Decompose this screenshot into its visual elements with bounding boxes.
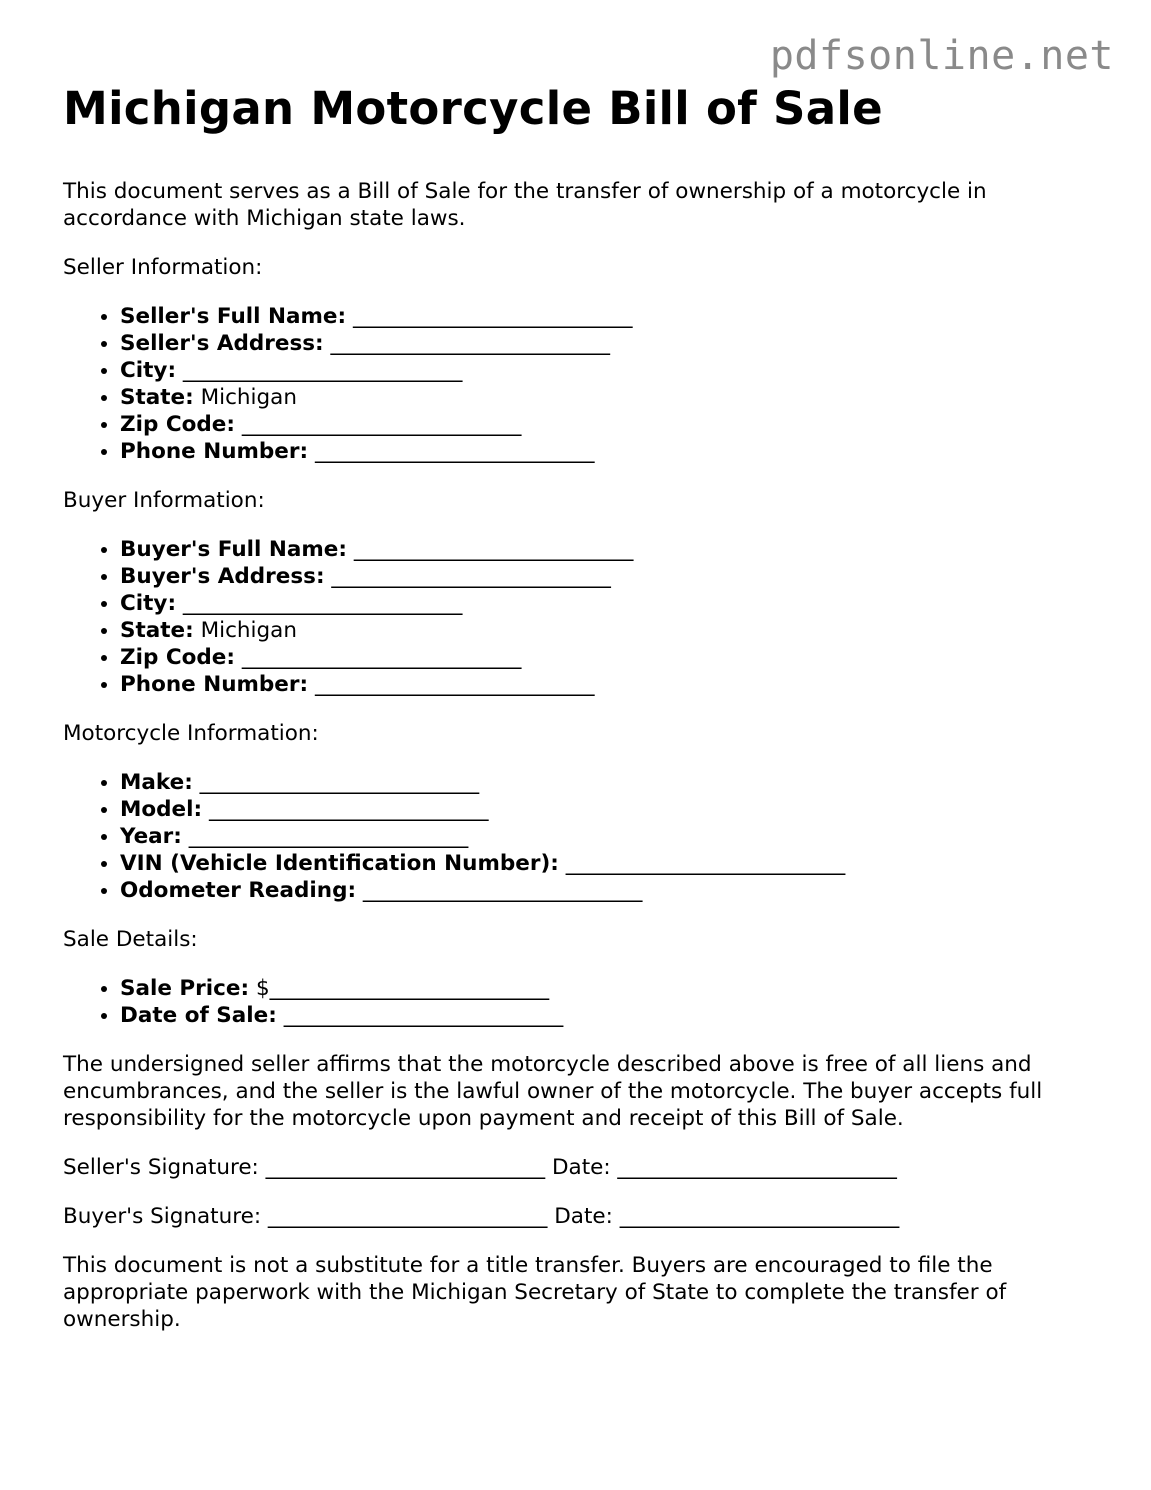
list-item <box>120 303 1093 330</box>
seller-signature-line: Seller's Signature: __________________________ Date: __________________________ <box>63 1155 897 1180</box>
field-value: __________________________ <box>241 412 522 437</box>
field-value: Michigan <box>200 618 297 643</box>
field-label: Make: <box>120 770 193 795</box>
field-label: VIN (Vehicle Identification Number): <box>120 851 559 876</box>
motorcycle-heading: Motorcycle Information: <box>63 721 319 746</box>
field-label: State: <box>120 385 194 410</box>
field-value: __________________________ <box>188 824 469 849</box>
field-label: City: <box>120 591 177 616</box>
field-label: Seller's Full Name: <box>120 304 347 329</box>
list-item <box>120 769 1093 796</box>
field-label: Zip Code: <box>120 645 235 670</box>
intro-paragraph: This document serves as a Bill of Sale for the transfer of ownership of a motorcycle in accordance with Michigan state laws. <box>63 179 987 231</box>
field-value: __________________________ <box>283 1003 564 1028</box>
field-label: Phone Number: <box>120 439 309 464</box>
seller-heading: Seller Information: <box>63 255 263 280</box>
field-value: __________________________ <box>362 878 643 903</box>
field-label: Buyer's Address: <box>120 564 325 589</box>
list-item <box>120 823 1093 850</box>
list-item <box>120 877 1093 904</box>
field-value: __________________________ <box>314 672 595 697</box>
buyer-signature-line: Buyer's Signature: __________________________ Date: __________________________ <box>63 1204 900 1229</box>
field-value: $__________________________ <box>255 976 550 1001</box>
seller-list <box>63 303 1093 465</box>
field-value: __________________________ <box>182 591 463 616</box>
field-value: __________________________ <box>182 358 463 383</box>
field-value: __________________________ <box>241 645 522 670</box>
field-label: Sale Price: <box>120 976 250 1001</box>
list-item <box>120 411 1093 438</box>
disclaimer-paragraph: This document is not a substitute for a title transfer. Buyers are encouraged to file the appropriate paperwork with the Michigan Secretary of State to complete the transfer of ownership. <box>63 1253 1007 1332</box>
affirmation-paragraph: The undersigned seller affirms that the motorcycle described above is free of all liens and encumbrances, and the seller is the lawful owner of the motorcycle. The buyer accepts full responsibility for the motorcycle upon payment and receipt of this Bill of Sale. <box>63 1052 1043 1131</box>
list-item <box>120 384 1093 411</box>
list-item <box>120 590 1093 617</box>
field-label: Zip Code: <box>120 412 235 437</box>
list-item <box>120 1002 1093 1029</box>
list-item <box>120 536 1093 563</box>
field-label: City: <box>120 358 177 383</box>
watermark: pdfsonline.net <box>769 33 1114 79</box>
list-item <box>120 438 1093 465</box>
buyer-list <box>63 536 1093 698</box>
list-item <box>120 644 1093 671</box>
list-item <box>120 671 1093 698</box>
field-label: Year: <box>120 824 182 849</box>
field-value: __________________________ <box>330 331 610 356</box>
page-title: Michigan Motorcycle Bill of Sale <box>63 82 883 135</box>
field-value: __________________________ <box>314 439 595 464</box>
list-item <box>120 617 1093 644</box>
field-value: __________________________ <box>208 797 489 822</box>
list-item <box>120 563 1093 590</box>
field-value: __________________________ <box>565 851 846 876</box>
motorcycle-list <box>63 769 1093 904</box>
field-label: State: <box>120 618 194 643</box>
field-value: __________________________ <box>353 537 634 562</box>
document-page <box>63 80 1093 1333</box>
list-item <box>120 330 1093 357</box>
field-value: __________________________ <box>331 564 611 589</box>
list-item <box>120 975 1093 1002</box>
field-label: Buyer's Full Name: <box>120 537 347 562</box>
field-value: __________________________ <box>352 304 633 329</box>
list-item <box>120 796 1093 823</box>
field-value: Michigan <box>200 385 297 410</box>
field-value: __________________________ <box>199 770 480 795</box>
field-label: Phone Number: <box>120 672 309 697</box>
field-label: Date of Sale: <box>120 1003 277 1028</box>
list-item <box>120 850 1093 877</box>
buyer-heading: Buyer Information: <box>63 488 265 513</box>
sale-heading: Sale Details: <box>63 927 198 952</box>
field-label: Seller's Address: <box>120 331 324 356</box>
list-item <box>120 357 1093 384</box>
sale-list <box>63 975 1093 1029</box>
field-label: Model: <box>120 797 203 822</box>
field-label: Odometer Reading: <box>120 878 357 903</box>
